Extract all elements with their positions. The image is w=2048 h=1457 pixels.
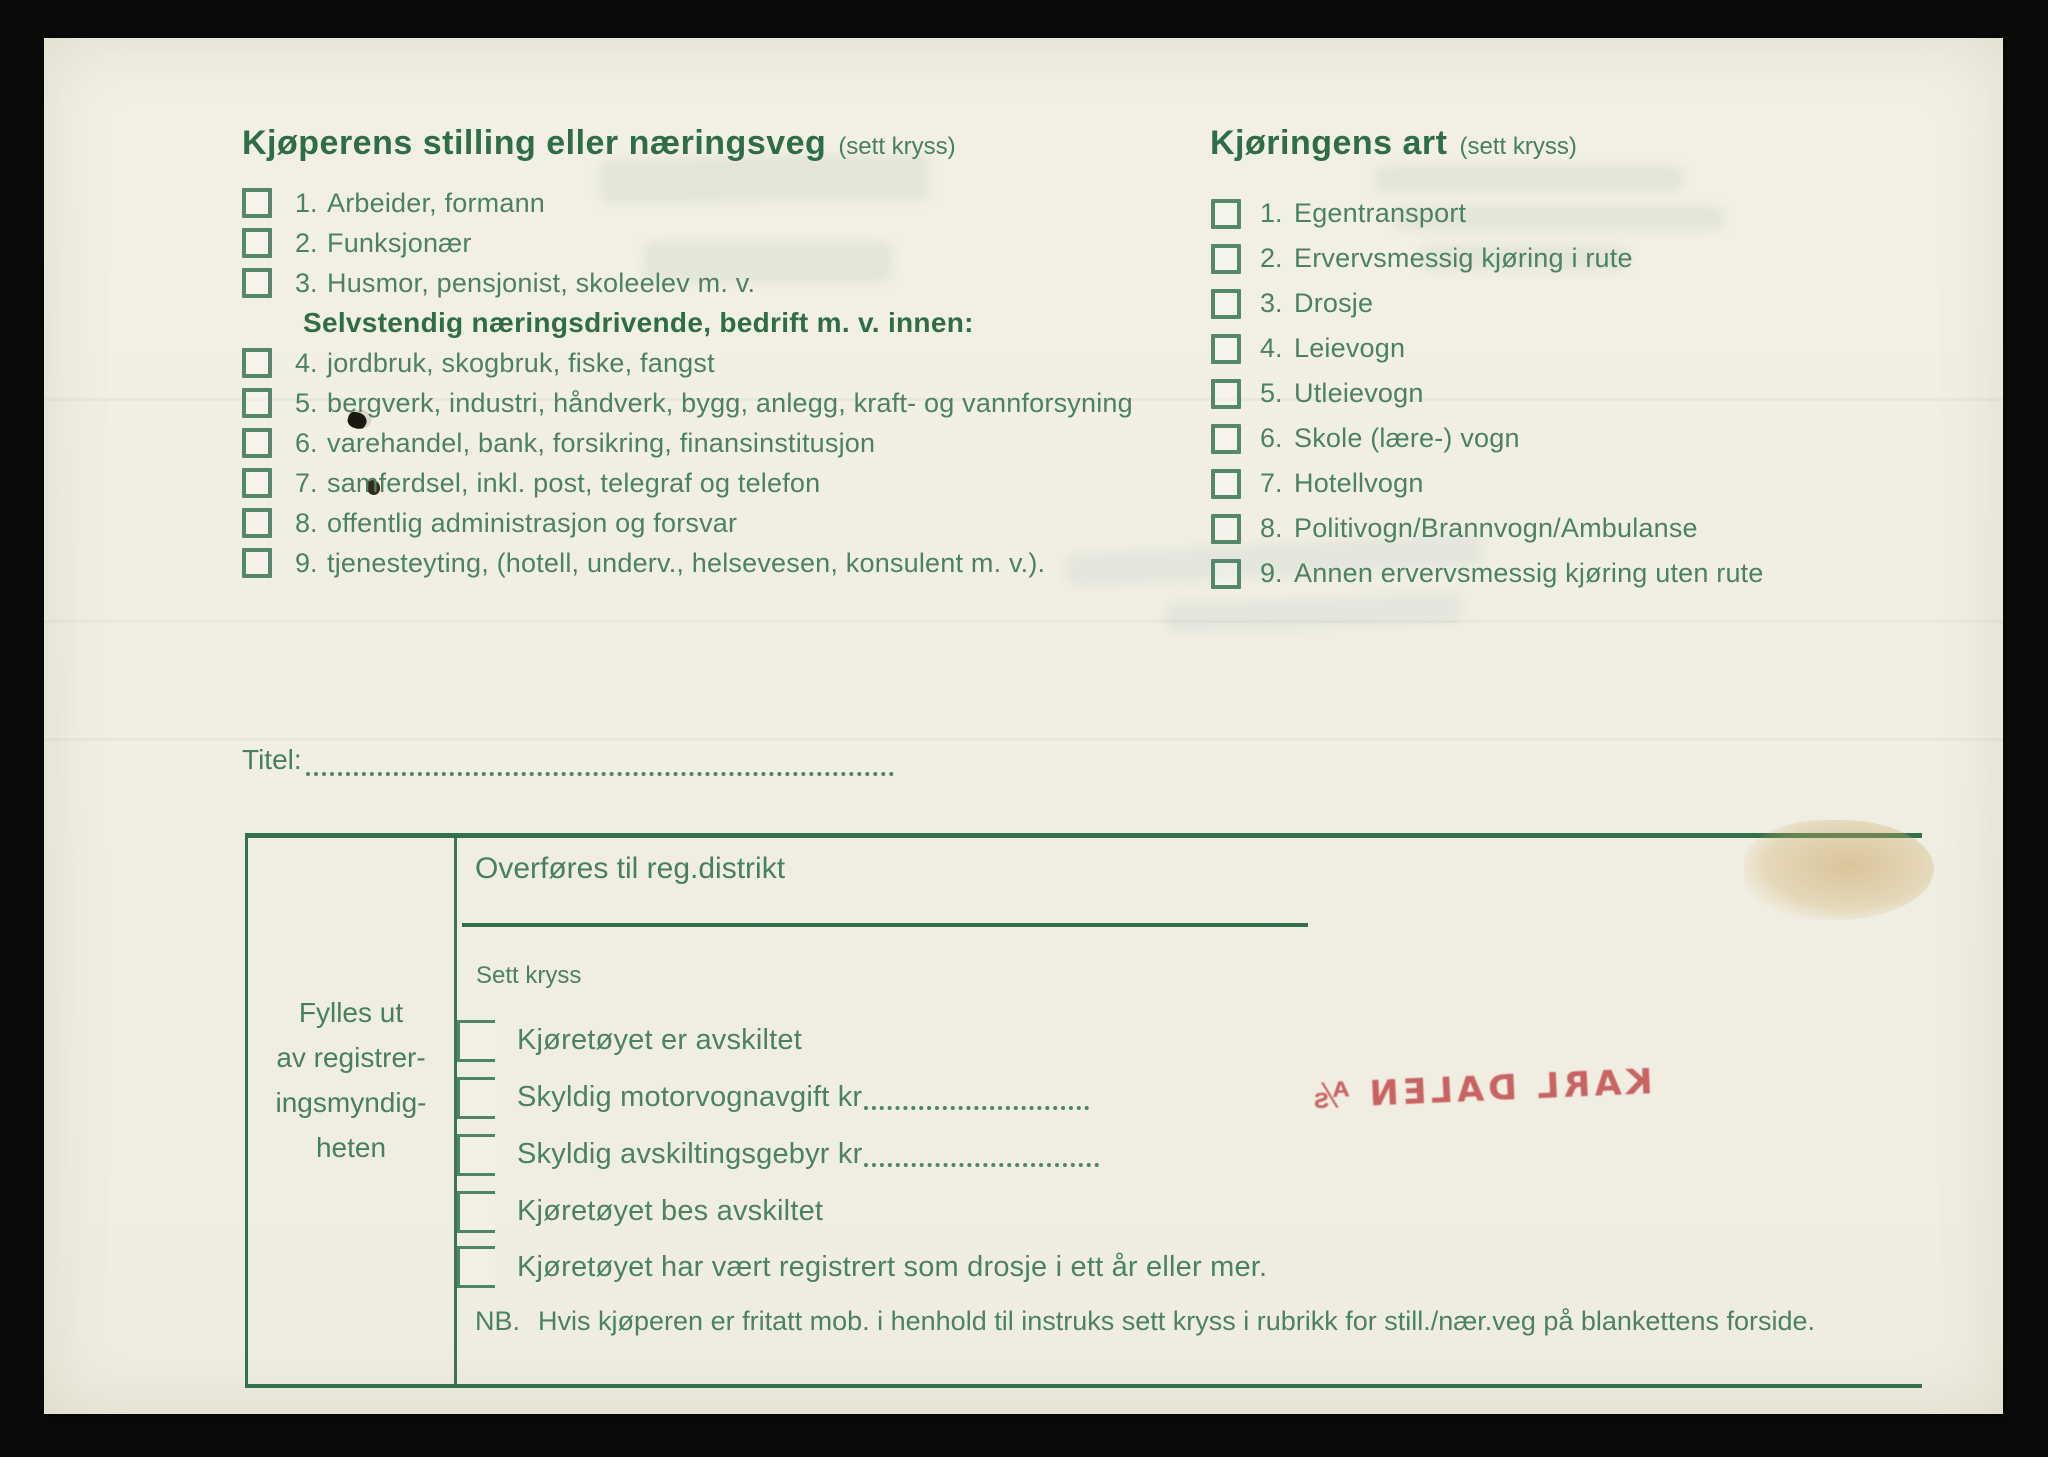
checkbox-request-deplating[interactable]	[457, 1191, 495, 1233]
titel-field-row	[242, 744, 894, 776]
item-label: Drosje	[1294, 288, 1374, 318]
titel-label: Titel:	[242, 744, 302, 775]
list-item	[457, 1012, 1099, 1069]
checkbox-driving-9[interactable]	[1211, 559, 1241, 589]
item-label: Kjøretøyet har vært registrert som drosje i ett år eller mer.	[517, 1250, 1268, 1283]
list-item	[1211, 281, 1764, 326]
checkbox-occupation-4[interactable]	[242, 348, 272, 378]
ink-bleedthrough-smudge	[1374, 166, 1684, 192]
checkbox-driving-5[interactable]	[1211, 379, 1241, 409]
transfer-district-rule	[462, 923, 1308, 927]
list-item	[1211, 461, 1764, 506]
checkbox-driving-8[interactable]	[1211, 514, 1241, 544]
list-item	[242, 423, 1133, 463]
item-label: samferdsel, inkl. post, telegraf og telefon	[327, 467, 821, 498]
list-item	[1211, 551, 1764, 596]
item-number: 7.	[1260, 468, 1283, 498]
section-title-buyer-occupation	[242, 124, 956, 163]
checkbox-occupation-2[interactable]	[242, 228, 272, 258]
side-label-line: heten	[315, 1132, 387, 1163]
list-item	[457, 1126, 1099, 1183]
list-item	[1211, 416, 1764, 461]
item-number: 8.	[295, 507, 318, 538]
driving-type-list	[1211, 191, 1764, 596]
list-item	[242, 543, 1133, 583]
karl-dalen-stamp-bleedthrough: KARL DALEN ⅍	[1309, 1062, 1654, 1118]
scanned-form-paper	[44, 38, 2003, 1414]
side-label-line: av registrer-	[276, 1042, 426, 1073]
checkbox-registered-as-taxi[interactable]	[457, 1246, 495, 1288]
item-label: offentlig administrasjon og forsvar	[327, 507, 738, 538]
checkbox-driving-4[interactable]	[1211, 334, 1241, 364]
item-label: Skole (lære-) vogn	[1294, 423, 1520, 453]
item-label: jordbruk, skogbruk, fiske, fangst	[327, 347, 715, 378]
checkbox-driving-3[interactable]	[1211, 289, 1241, 319]
checkbox-occupation-7[interactable]	[242, 468, 272, 498]
section-title-text: Kjøperens stilling eller næringsveg	[242, 124, 827, 162]
section-title-driving-type	[1210, 124, 1577, 163]
item-label: Kjøretøyet er avskiltet	[517, 1024, 802, 1056]
nb-note	[475, 1306, 1955, 1337]
paper-crease	[44, 620, 2003, 623]
box-side-label	[248, 990, 454, 1170]
checkbox-occupation-3[interactable]	[242, 268, 272, 298]
item-label: Arbeider, formann	[327, 187, 546, 218]
checkbox-driving-6[interactable]	[1211, 424, 1241, 454]
authority-checklist	[457, 1012, 1099, 1240]
item-number: 6.	[295, 427, 318, 458]
item-label: Leievogn	[1294, 333, 1406, 363]
checkbox-occupation-8[interactable]	[242, 508, 272, 538]
item-number: 8.	[1260, 513, 1283, 543]
list-item	[1211, 191, 1764, 236]
subheading-self-employed: Selvstendig næringsdrivende, bedrift m. v. innen:	[303, 307, 974, 338]
list-item	[457, 1183, 1099, 1240]
checkbox-driving-1[interactable]	[1211, 199, 1241, 229]
item-label: bergverk, industri, håndverk, bygg, anlegg, kraft- og vannforsyning	[327, 387, 1133, 418]
checkbox-occupation-5[interactable]	[242, 388, 272, 418]
checkbox-deplated[interactable]	[457, 1020, 495, 1062]
item-label: Politivogn/Brannvogn/Ambulanse	[1294, 513, 1698, 543]
list-item	[457, 1069, 1099, 1126]
checkbox-owed-vehicle-tax[interactable]	[457, 1077, 495, 1119]
amount-fill-line[interactable]	[864, 1143, 1099, 1167]
section-title-text: Kjøringens art	[1210, 124, 1448, 162]
checkbox-driving-2[interactable]	[1211, 244, 1241, 274]
item-number: 3.	[295, 267, 318, 298]
item-number: 4.	[295, 347, 318, 378]
item-label: Egentransport	[1294, 198, 1467, 228]
side-label-line: ingsmyndig-	[275, 1087, 427, 1118]
checkbox-owed-deplating-fee[interactable]	[457, 1134, 495, 1176]
list-item	[242, 343, 1133, 383]
checkbox-occupation-6[interactable]	[242, 428, 272, 458]
item-label: Kjøretøyet bes avskiltet	[517, 1195, 824, 1227]
item-number: 5.	[1260, 378, 1283, 408]
item-label: Skyldig avskiltingsgebyr kr	[517, 1138, 863, 1170]
section-title-suffix: (sett kryss)	[1459, 133, 1577, 160]
list-item	[1211, 326, 1764, 371]
list-item	[242, 223, 1133, 263]
checkbox-occupation-9[interactable]	[242, 548, 272, 578]
list-item	[242, 263, 1133, 303]
list-item	[1211, 236, 1764, 281]
sett-kryss-label: Sett kryss	[476, 962, 582, 989]
item-label: Husmor, pensjonist, skoleelev m. v.	[327, 267, 756, 298]
item-label: Funksjonær	[327, 227, 472, 258]
checkbox-driving-7[interactable]	[1211, 469, 1241, 499]
checkbox-occupation-1[interactable]	[242, 188, 272, 218]
item-number: 2.	[1260, 243, 1283, 273]
list-item	[242, 463, 1133, 503]
transfer-district-label: Overføres til reg.distrikt	[475, 852, 786, 885]
list-item	[1211, 371, 1764, 416]
item-label: Ervervsmessig kjøring i rute	[1294, 243, 1633, 273]
item-number: 6.	[1260, 423, 1283, 453]
nb-text: Hvis kjøperen er fritatt mob. i henhold til instruks sett kryss i rubrikk for still./nær.veg på blankettens forside.	[538, 1306, 1816, 1336]
section-title-suffix: (sett kryss)	[838, 133, 956, 160]
list-item	[242, 183, 1133, 223]
list-item	[242, 503, 1133, 543]
item-number: 9.	[295, 547, 318, 578]
item-number: 4.	[1260, 333, 1283, 363]
item-label: varehandel, bank, forsikring, finansinstitusjon	[327, 427, 876, 458]
list-item	[1211, 506, 1764, 551]
item-label: Hotellvogn	[1294, 468, 1424, 498]
item-label: Annen ervervsmessig kjøring uten rute	[1294, 558, 1764, 588]
registration-authority-box	[245, 833, 1922, 1388]
item-number: 1.	[295, 187, 318, 218]
buyer-occupation-list	[242, 183, 1133, 583]
paper-crease	[44, 738, 2003, 741]
item-number: 7.	[295, 467, 318, 498]
amount-fill-line[interactable]	[864, 1086, 1089, 1110]
list-item	[242, 383, 1133, 423]
item-label: Utleievogn	[1294, 378, 1424, 408]
item-number: 2.	[295, 227, 318, 258]
item-number: 5.	[295, 387, 318, 418]
nb-prefix: NB.	[475, 1306, 521, 1336]
list-item	[457, 1242, 1267, 1292]
item-number: 9.	[1260, 558, 1283, 588]
item-label: tjenesteyting, (hotell, underv., helsevesen, konsulent m. v.).	[327, 547, 1046, 578]
item-label: Skyldig motorvognavgift kr	[517, 1081, 863, 1113]
titel-fill-line[interactable]	[306, 748, 894, 776]
side-label-line: Fylles ut	[298, 997, 404, 1028]
handwriting-bleedthrough	[1164, 593, 1465, 633]
item-number: 3.	[1260, 288, 1283, 318]
list-subheading-row	[242, 303, 1133, 343]
item-number: 1.	[1260, 198, 1283, 228]
